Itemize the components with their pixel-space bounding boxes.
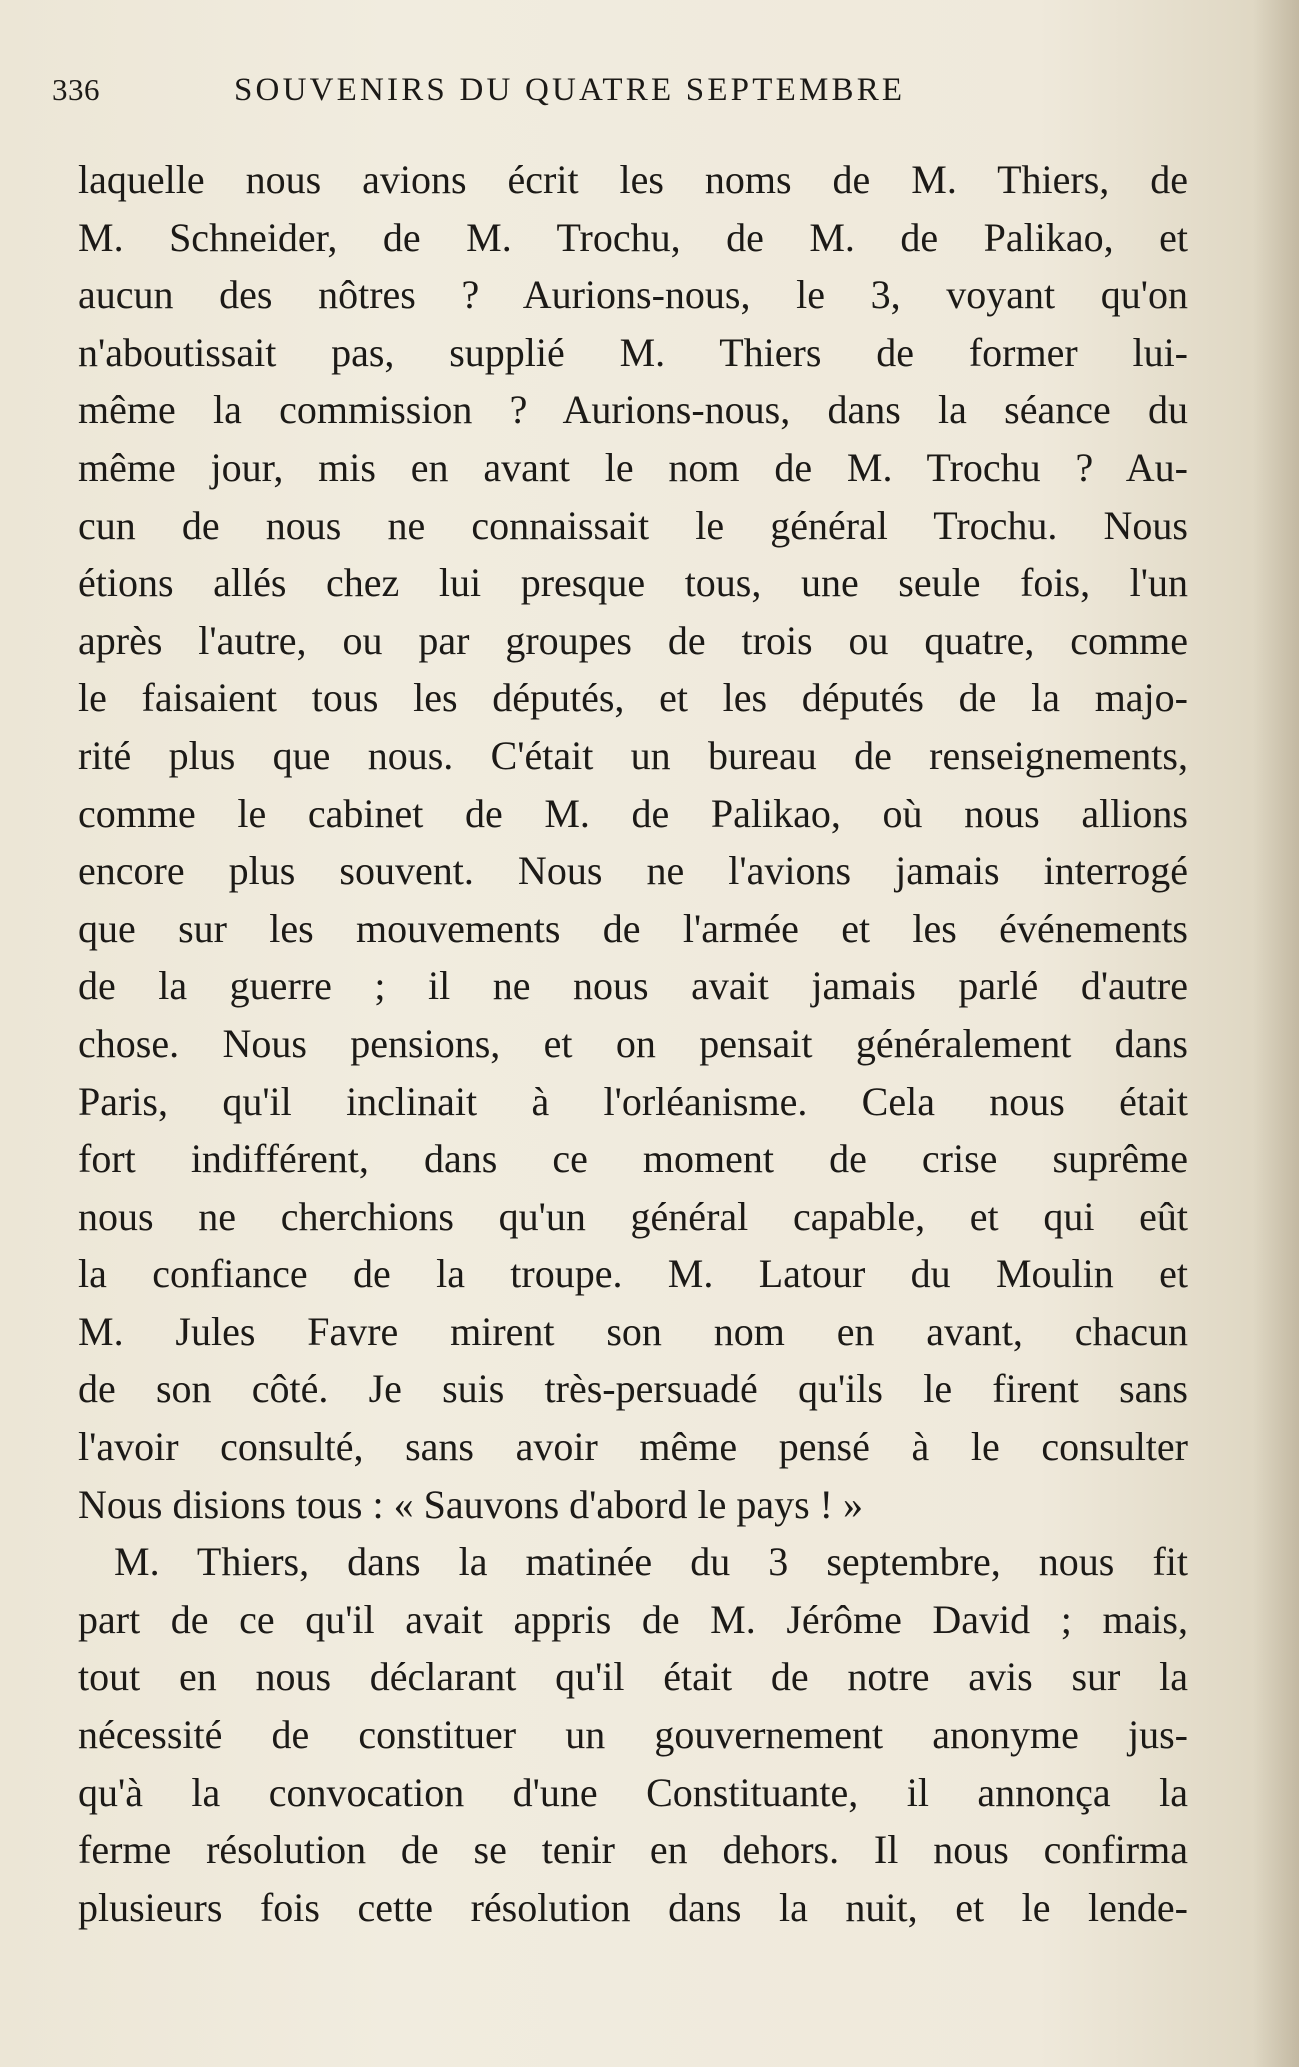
text-line: M. Jules Favre mirent son nom en avant, chacun: [78, 1308, 1188, 1354]
page-number: 336: [52, 72, 100, 107]
text-line: chose. Nous pensions, et on pensait généralement dans: [78, 1020, 1188, 1066]
paragraph-start-line: M. Thiers, dans la matinée du 3 septembre, nous fit: [114, 1539, 1188, 1585]
text-line: étions allés chez lui presque tous, une seule fois, l'un: [78, 560, 1188, 606]
body-text: [78, 151, 1188, 1936]
text-line: nous ne cherchions qu'un général capable, et qui eût: [78, 1193, 1188, 1239]
text-line: nécessité de constituer un gouvernement anonyme jus-: [78, 1712, 1188, 1758]
text-line: M. Schneider, de M. Trochu, de M. de Palikao, et: [78, 214, 1188, 260]
text-line: aucun des nôtres ? Aurions-nous, le 3, voyant qu'on: [78, 272, 1188, 318]
text-line: que sur les mouvements de l'armée et les événements: [78, 905, 1188, 951]
text-line: cun de nous ne connaissait le général Trochu. Nous: [78, 502, 1188, 548]
text-line: qu'à la convocation d'une Constituante, il annonça la: [78, 1769, 1188, 1815]
text-line: plusieurs fois cette résolution dans la nuit, et le lende-: [78, 1884, 1188, 1930]
text-line: l'avoir consulté, sans avoir même pensé à le consulter: [78, 1424, 1188, 1470]
text-line: tout en nous déclarant qu'il était de notre avis sur la: [78, 1654, 1188, 1700]
text-line: Paris, qu'il inclinait à l'orléanisme. Cela nous était: [78, 1078, 1188, 1124]
text-line: n'aboutissait pas, supplié M. Thiers de former lui-: [78, 329, 1188, 375]
text-line: la confiance de la troupe. M. Latour du Moulin et: [78, 1251, 1188, 1297]
page-header: [52, 72, 1202, 122]
text-line: part de ce qu'il avait appris de M. Jérôme David ; mais,: [78, 1596, 1188, 1642]
text-line: le faisaient tous les députés, et les députés de la majo-: [78, 675, 1188, 721]
text-line: de la guerre ; il ne nous avait jamais parlé d'autre: [78, 963, 1188, 1009]
text-line: de son côté. Je suis très-persuadé qu'ils le firent sans: [78, 1366, 1188, 1412]
text-line: laquelle nous avions écrit les noms de M. Thiers, de: [78, 157, 1188, 202]
text-line: même la commission ? Aurions-nous, dans la séance du: [78, 387, 1188, 433]
running-title: SOUVENIRS DU QUATRE SEPTEMBRE: [234, 72, 906, 108]
text-line: ferme résolution de se tenir en dehors. Il nous confirma: [78, 1827, 1188, 1873]
text-line: encore plus souvent. Nous ne l'avions jamais interrogé: [78, 848, 1188, 894]
page-edge-shadow: [1253, 0, 1299, 2067]
text-line: rité plus que nous. C'était un bureau de renseignements,: [78, 732, 1188, 778]
text-line: fort indifférent, dans ce moment de crise suprême: [78, 1136, 1188, 1182]
text-line: comme le cabinet de M. de Palikao, où nous allions: [78, 790, 1188, 836]
paragraph-end-line: Nous disions tous : « Sauvons d'abord le pays ! »: [78, 1481, 863, 1527]
text-line: même jour, mis en avant le nom de M. Trochu ? Au-: [78, 444, 1188, 490]
text-line: après l'autre, ou par groupes de trois ou quatre, comme: [78, 617, 1188, 663]
